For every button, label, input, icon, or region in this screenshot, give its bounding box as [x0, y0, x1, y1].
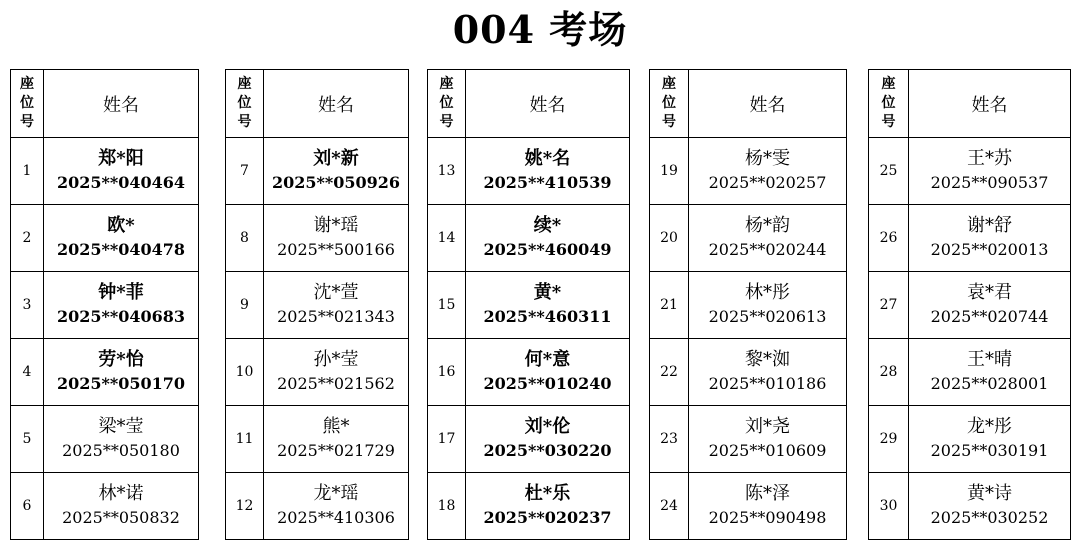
student-name: 沈*萱 — [313, 282, 359, 303]
student-id: 2025**050926 — [271, 173, 401, 192]
table-row — [650, 272, 847, 339]
table-row — [226, 205, 409, 272]
seat-number: 15 — [428, 272, 466, 339]
seat-number-header — [869, 70, 909, 138]
seat-header-char: 号 — [237, 114, 252, 130]
student-cell — [264, 406, 409, 473]
table-row — [428, 339, 630, 406]
seat-header-char: 座 — [439, 76, 454, 92]
seat-number: 1 — [11, 138, 44, 205]
student-id: 2025**460049 — [483, 240, 612, 259]
student-id: 2025**090537 — [930, 173, 1049, 192]
student-id: 2025**460311 — [483, 307, 612, 326]
student-cell — [909, 138, 1071, 205]
seat-header-char: 号 — [20, 114, 34, 130]
table-row — [226, 339, 409, 406]
seat-number: 8 — [226, 205, 264, 272]
table-row — [428, 272, 630, 339]
seat-number: 23 — [650, 406, 689, 473]
student-cell — [689, 205, 847, 272]
table-row — [650, 339, 847, 406]
student-name: 黄* — [533, 282, 562, 303]
student-name: 龙*瑶 — [313, 483, 359, 504]
seat-table-3 — [427, 69, 630, 540]
seat-table-4 — [649, 69, 847, 540]
student-id: 2025**030252 — [930, 508, 1049, 527]
student-cell — [689, 272, 847, 339]
student-cell — [264, 272, 409, 339]
student-cell — [909, 473, 1071, 540]
seat-header-char: 位 — [20, 95, 34, 111]
student-cell — [264, 205, 409, 272]
student-cell — [689, 138, 847, 205]
table-row — [650, 205, 847, 272]
table-row — [869, 272, 1071, 339]
student-name: 孙*莹 — [313, 349, 359, 370]
student-cell — [44, 138, 199, 205]
seat-number: 2 — [11, 205, 44, 272]
seat-number: 25 — [869, 138, 909, 205]
student-id: 2025**050180 — [62, 441, 180, 460]
student-id: 2025**040478 — [56, 240, 186, 259]
seat-number: 3 — [11, 272, 44, 339]
student-name: 何*意 — [524, 349, 571, 370]
seat-number-header — [226, 70, 264, 138]
student-name: 黎*洳 — [745, 349, 790, 370]
table-row — [11, 473, 199, 540]
student-id: 2025**090498 — [708, 508, 827, 527]
seat-number: 27 — [869, 272, 909, 339]
student-id: 2025**410306 — [277, 508, 395, 527]
student-id: 2025**021343 — [277, 307, 395, 326]
student-name: 袁*君 — [967, 282, 1012, 303]
name-header: 姓名 — [466, 70, 630, 138]
seat-header-char: 位 — [439, 95, 454, 111]
seat-number: 13 — [428, 138, 466, 205]
seat-number: 10 — [226, 339, 264, 406]
student-id: 2025**020244 — [708, 240, 827, 259]
student-name: 杜*乐 — [524, 483, 571, 504]
seat-number: 14 — [428, 205, 466, 272]
seat-header-char: 位 — [662, 95, 676, 111]
student-name: 熊* — [322, 416, 350, 437]
student-cell — [466, 272, 630, 339]
seat-header-char: 号 — [662, 114, 676, 130]
student-id: 2025**040683 — [56, 307, 186, 326]
seat-header-char: 座 — [20, 76, 34, 92]
table-row — [650, 138, 847, 205]
seat-number: 16 — [428, 339, 466, 406]
table-header-row — [869, 70, 1071, 138]
student-id: 2025**500166 — [277, 240, 395, 259]
table-row — [226, 406, 409, 473]
student-name: 杨*雯 — [745, 148, 790, 169]
student-id: 2025**020744 — [930, 307, 1049, 326]
student-name: 谢*瑶 — [313, 215, 359, 236]
seat-number: 19 — [650, 138, 689, 205]
table-row — [428, 138, 630, 205]
table-row — [869, 205, 1071, 272]
student-id: 2025**021729 — [277, 441, 395, 460]
table-header-row — [428, 70, 630, 138]
seat-number: 30 — [869, 473, 909, 540]
student-id: 2025**010240 — [483, 374, 612, 393]
student-cell — [466, 473, 630, 540]
table-row — [869, 138, 1071, 205]
student-id: 2025**410539 — [483, 173, 612, 192]
student-cell — [689, 406, 847, 473]
student-name: 刘*伦 — [524, 416, 571, 437]
table-row — [869, 406, 1071, 473]
name-header: 姓名 — [264, 70, 409, 138]
student-id: 2025**028001 — [930, 374, 1049, 393]
name-header: 姓名 — [909, 70, 1071, 138]
student-name: 梁*莹 — [98, 416, 144, 437]
student-name: 王*苏 — [967, 148, 1012, 169]
seat-number: 28 — [869, 339, 909, 406]
seat-number: 7 — [226, 138, 264, 205]
seat-number: 6 — [11, 473, 44, 540]
seat-number: 12 — [226, 473, 264, 540]
table-row — [11, 205, 199, 272]
student-id: 2025**020257 — [708, 173, 827, 192]
table-header-row — [650, 70, 847, 138]
student-name: 龙*彤 — [967, 416, 1012, 437]
student-name: 林*诺 — [98, 483, 144, 504]
seat-number: 21 — [650, 272, 689, 339]
student-cell — [689, 339, 847, 406]
seat-table-5 — [868, 69, 1071, 540]
seat-header-char: 位 — [881, 95, 896, 111]
student-id: 2025**040464 — [56, 173, 186, 192]
seat-number-header — [428, 70, 466, 138]
student-name: 陈*泽 — [745, 483, 790, 504]
student-name: 姚*名 — [524, 148, 571, 169]
student-cell — [909, 339, 1071, 406]
student-name: 黄*诗 — [967, 483, 1012, 504]
table-row — [11, 138, 199, 205]
student-name: 续* — [533, 215, 562, 236]
seat-number: 17 — [428, 406, 466, 473]
student-name: 杨*韵 — [745, 215, 790, 236]
seat-number-header — [11, 70, 44, 138]
student-name: 劳*怡 — [98, 349, 144, 370]
student-cell — [264, 339, 409, 406]
student-cell — [44, 205, 199, 272]
student-id: 2025**010186 — [708, 374, 827, 393]
seat-header-char: 座 — [237, 76, 252, 92]
seat-header-char: 号 — [881, 114, 896, 130]
seat-table-1 — [10, 69, 199, 540]
student-cell — [264, 138, 409, 205]
table-row — [11, 272, 199, 339]
page-title: 004 考场 — [452, 7, 628, 52]
table-header-row — [226, 70, 409, 138]
student-name: 谢*舒 — [967, 215, 1012, 236]
student-name: 郑*阳 — [98, 148, 144, 169]
seat-header-char: 号 — [439, 114, 454, 130]
table-row — [226, 272, 409, 339]
student-name: 刘*新 — [313, 148, 359, 169]
student-id: 2025**020013 — [930, 240, 1049, 259]
student-cell — [44, 339, 199, 406]
seat-number: 4 — [11, 339, 44, 406]
student-cell — [44, 272, 199, 339]
seat-number: 24 — [650, 473, 689, 540]
table-row — [226, 473, 409, 540]
table-header-row — [11, 70, 199, 138]
seat-header-char: 座 — [881, 76, 896, 92]
seat-number: 26 — [869, 205, 909, 272]
student-id: 2025**020613 — [708, 307, 827, 326]
student-id: 2025**020237 — [483, 508, 612, 527]
student-id: 2025**030220 — [483, 441, 612, 460]
student-id: 2025**050170 — [56, 374, 186, 393]
table-row — [226, 138, 409, 205]
table-row — [11, 339, 199, 406]
student-cell — [909, 272, 1071, 339]
student-cell — [466, 406, 630, 473]
student-cell — [466, 205, 630, 272]
student-cell — [909, 406, 1071, 473]
student-id: 2025**010609 — [708, 441, 827, 460]
table-row — [650, 473, 847, 540]
seat-number-header — [650, 70, 689, 138]
table-row — [650, 406, 847, 473]
seat-number: 18 — [428, 473, 466, 540]
student-cell — [44, 473, 199, 540]
table-row — [428, 473, 630, 540]
student-name: 刘*尧 — [745, 416, 790, 437]
table-row — [869, 473, 1071, 540]
student-id: 2025**021562 — [277, 374, 395, 393]
student-cell — [264, 473, 409, 540]
student-cell — [466, 138, 630, 205]
seat-header-char: 座 — [662, 76, 676, 92]
student-name: 钟*菲 — [98, 282, 144, 303]
seat-number: 9 — [226, 272, 264, 339]
student-id: 2025**050832 — [62, 508, 180, 527]
seat-number: 22 — [650, 339, 689, 406]
name-header: 姓名 — [44, 70, 199, 138]
student-cell — [466, 339, 630, 406]
seat-table-2 — [225, 69, 409, 540]
student-id: 2025**030191 — [930, 441, 1049, 460]
seat-header-char: 位 — [237, 95, 252, 111]
table-row — [869, 339, 1071, 406]
student-cell — [689, 473, 847, 540]
student-cell — [44, 406, 199, 473]
student-cell — [909, 205, 1071, 272]
seat-number: 20 — [650, 205, 689, 272]
table-row — [428, 406, 630, 473]
student-name: 欧* — [107, 215, 135, 236]
seat-number: 11 — [226, 406, 264, 473]
table-row — [11, 406, 199, 473]
seat-number: 29 — [869, 406, 909, 473]
student-name: 王*晴 — [967, 349, 1012, 370]
name-header: 姓名 — [689, 70, 847, 138]
seat-number: 5 — [11, 406, 44, 473]
table-row — [428, 205, 630, 272]
student-name: 林*彤 — [745, 282, 790, 303]
